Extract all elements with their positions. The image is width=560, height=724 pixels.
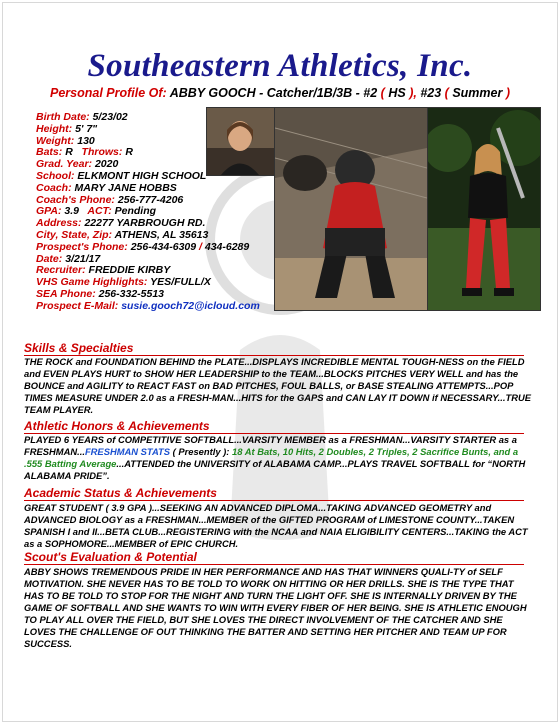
catcher-photo	[274, 107, 428, 311]
skills-heading: Skills & Specialties	[24, 341, 524, 356]
scout-heading: Scout's Evaluation & Potential	[24, 550, 524, 565]
skills-text: THE ROCK and FOUNDATION BEHIND the PLATE...DISPLAYS INCREDIBLE MENTAL TOUGH-NESS on the FIELD and EVEN PLAYS HURT to SHOW HER LEADERSHIP to the TEAM...BLOCKS PITCHES VERY WELL and has the BOUNCE and AGILITY to REACT FAST on BAD PITCHES, FOUL BALLS, or BASE STEALING ATTEMPTS...POP TIMES MEASURE UNDER 2.0 as a FRESH-MAN...HITS for the GAPS and CAN LAY IT DOWN if NECESSARY...TRUE TEAM PLAYER.	[24, 356, 532, 415]
profile-info: Birth Date: 5/23/02 Height: 5' 7" Weight: 130 Bats: R Throws: R Grad. Year: 2020 School: ELKMONT HIGH SCHOOL Coach: MARY JANE HOBBS Coach's Phone: 256-777-4206 GPA: 3.9 ACT: Pending Address: 22277 YARBROUGH RD. City, State, Zip: ATHENS, AL 35613 Prospect's Phone: 256-434-6309 / 434-6289 Date: 3/21/17 Recruiter: FREDDIE KIRBY VHS Game Highlights: YES/FULL/X SEA Phone: 256-332-5513 Prospect E-Mail: susie.gooch72@icloud.com	[36, 111, 260, 312]
headshot-photo	[206, 107, 275, 176]
athletic-heading: Athletic Honors & Achievements	[24, 419, 524, 434]
freshman-stats-label: FRESHMAN STATS	[84, 446, 171, 457]
scout-text: ABBY SHOWS TREMENDOUS PRIDE IN HER PERFORMANCE AND HAS THAT WINNERS QUALI-TY of SELF MOTIVATION. SHE NEVER HAS TO BE TOLD TO WORK ON HITTING OR HER DRILLS. SHE IS THE TYPE THAT HAS TO BE TOLD TO STOP FOR THE NIGHT AND TURN THE LIGHT OFF. SHE IS INTERNALLY DRIVEN BY THE GAME OF SOFTBALL AND SHE WANTS TO WIN WITH EVERY FIBER OF HER BEING. SHE IS ATHLETIC ENOUGH TO PLAY ALL OVER THE FIELD, BUT SHE LOVES THE DIRECT INVOLVEMENT OF THE CATCHER AND SHE LOVES THE CHALLENGE OF OUT THINKING THE BATTER AND SETTING HER PITCHER AND TEAM UP FOR SUCCESS.	[24, 566, 527, 649]
batter-photo	[427, 107, 541, 311]
profile-subtitle: Personal Profile Of: ABBY GOOCH - Catcher/1B/3B - #2 ( HS ), #23 ( Summer )	[50, 86, 510, 100]
academic-text: GREAT STUDENT ( 3.9 GPA )...SEEKING AN ADVANCED DIPLOMA...TAKING ADVANCED GEOMETRY and ADVANCED BIOLOGY as a FRESHMAN...MEMBER of the GIFTED PROGRAM of LIMESTONE COUNTY...TAKEN SPANISH I and II...BETA CLUB...REGISTERING with the NCAA and NAIA ELIGIBILITY CENTERS...TAKING the ACT as a SOPHOMORE...MEMBER of EPIC CHURCH.	[24, 502, 528, 549]
freshman-stats-values: 18 At Bats, 10 Hits, 2 Doubles, 2 Triples, 2 Sacrifice Bunts, and a .555 Batting Average	[24, 446, 519, 469]
athletic-text: PLAYED 6 YEARS of COMPETITIVE SOFTBALL...VARSITY MEMBER as a FRESHMAN...VARSITY STARTER as a FRESHMAN...FRESHMAN STATS ( Presently ): 18 At Bats, 10 Hits, 2 Doubles, 2 Triples, 2 Sacrifice Bunts, and a .555 Batting Average...ATTENDED the UNIVERSITY of ALABAMA CAMP...PLAYS TRAVEL SOFTBALL for “NORTH ALABAMA PRIDE”.	[24, 434, 526, 481]
page-title: Southeastern Athletics, Inc.	[87, 48, 473, 84]
academic-heading: Academic Status & Achievements	[24, 486, 524, 501]
